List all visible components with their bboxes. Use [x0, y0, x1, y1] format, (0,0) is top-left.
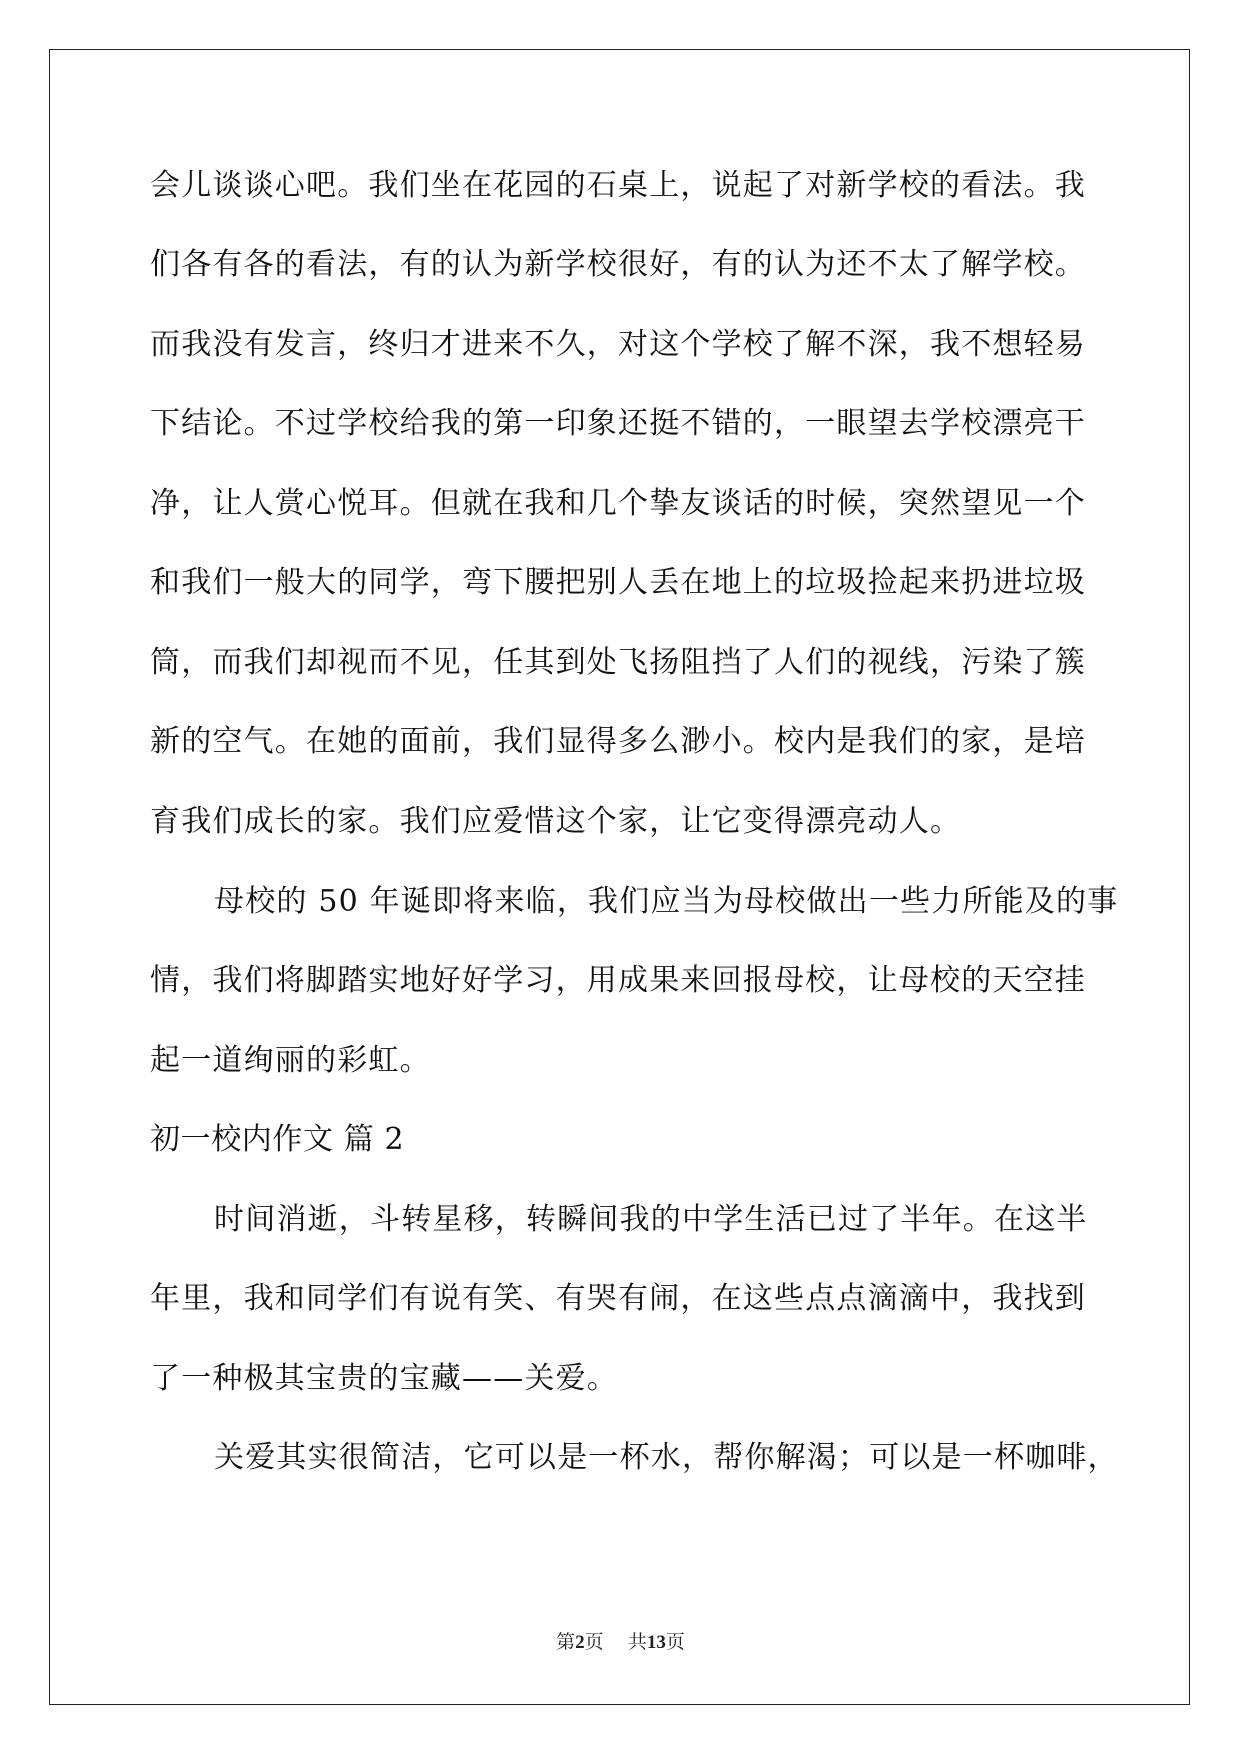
- body-line: 新的空气。在她的面前，我们显得多么渺小。校内是我们的家，是培: [150, 724, 1086, 759]
- page-number: 2: [575, 1632, 585, 1653]
- body-line: 净，让人赏心悦耳。但就在我和几个挚友谈话的时候，突然望见一个: [150, 486, 1086, 521]
- body-line: 和我们一般大的同学，弯下腰把别人丢在地上的垃圾捡起来扔进垃圾: [150, 565, 1086, 600]
- total-suffix: 页: [665, 1631, 685, 1653]
- page-footer: [0, 1627, 1241, 1654]
- body-line: 们各有各的看法，有的认为新学校很好，有的认为还不太了解学校。: [150, 247, 1086, 282]
- page-prefix: 第: [556, 1631, 576, 1653]
- body-line: 起一道绚丽的彩虹。: [150, 1043, 431, 1078]
- body-line: 情，我们将脚踏实地好好学习，用成果来回报母校，让母校的天空挂: [150, 963, 1086, 998]
- total-prefix: 共: [627, 1631, 647, 1653]
- total-pages: 13: [646, 1632, 666, 1653]
- body-line: 育我们成长的家。我们应爱惜这个家，让它变得漂亮动人。: [150, 804, 962, 839]
- page-suffix: 页: [584, 1631, 604, 1653]
- body-line: 而我没有发言，终归才进来不久，对这个学校了解不深，我不想轻易: [150, 327, 1086, 362]
- body-line: 筒，而我们却视而不见，任其到处飞扬阻挡了人们的视线，污染了簇: [150, 645, 1086, 680]
- body-line: 下结论。不过学校给我的第一印象还挺不错的，一眼望去学校漂亮干: [150, 406, 1086, 441]
- section-heading: 初一校内作文 篇 2: [150, 1122, 405, 1157]
- paragraph-first-line: 母校的 50 年诞即将来临，我们应当为母校做出一些力所能及的事: [214, 884, 1119, 919]
- paragraph-first-line: 关爱其实很简洁，它可以是一杯水，帮你解渴；可以是一杯咖啡，: [214, 1440, 1119, 1475]
- body-line: 了一种极其宝贵的宝藏——关爱。: [150, 1361, 618, 1396]
- paragraph-first-line: 时间消逝，斗转星移，转瞬间我的中学生活已过了半年。在这半: [214, 1202, 1088, 1237]
- body-line: 年里，我和同学们有说有笑、有哭有闹，在这些点点滴滴中，我找到: [150, 1281, 1086, 1316]
- body-line: 会儿谈谈心吧。我们坐在花园的石桌上，说起了对新学校的看法。我: [150, 168, 1086, 203]
